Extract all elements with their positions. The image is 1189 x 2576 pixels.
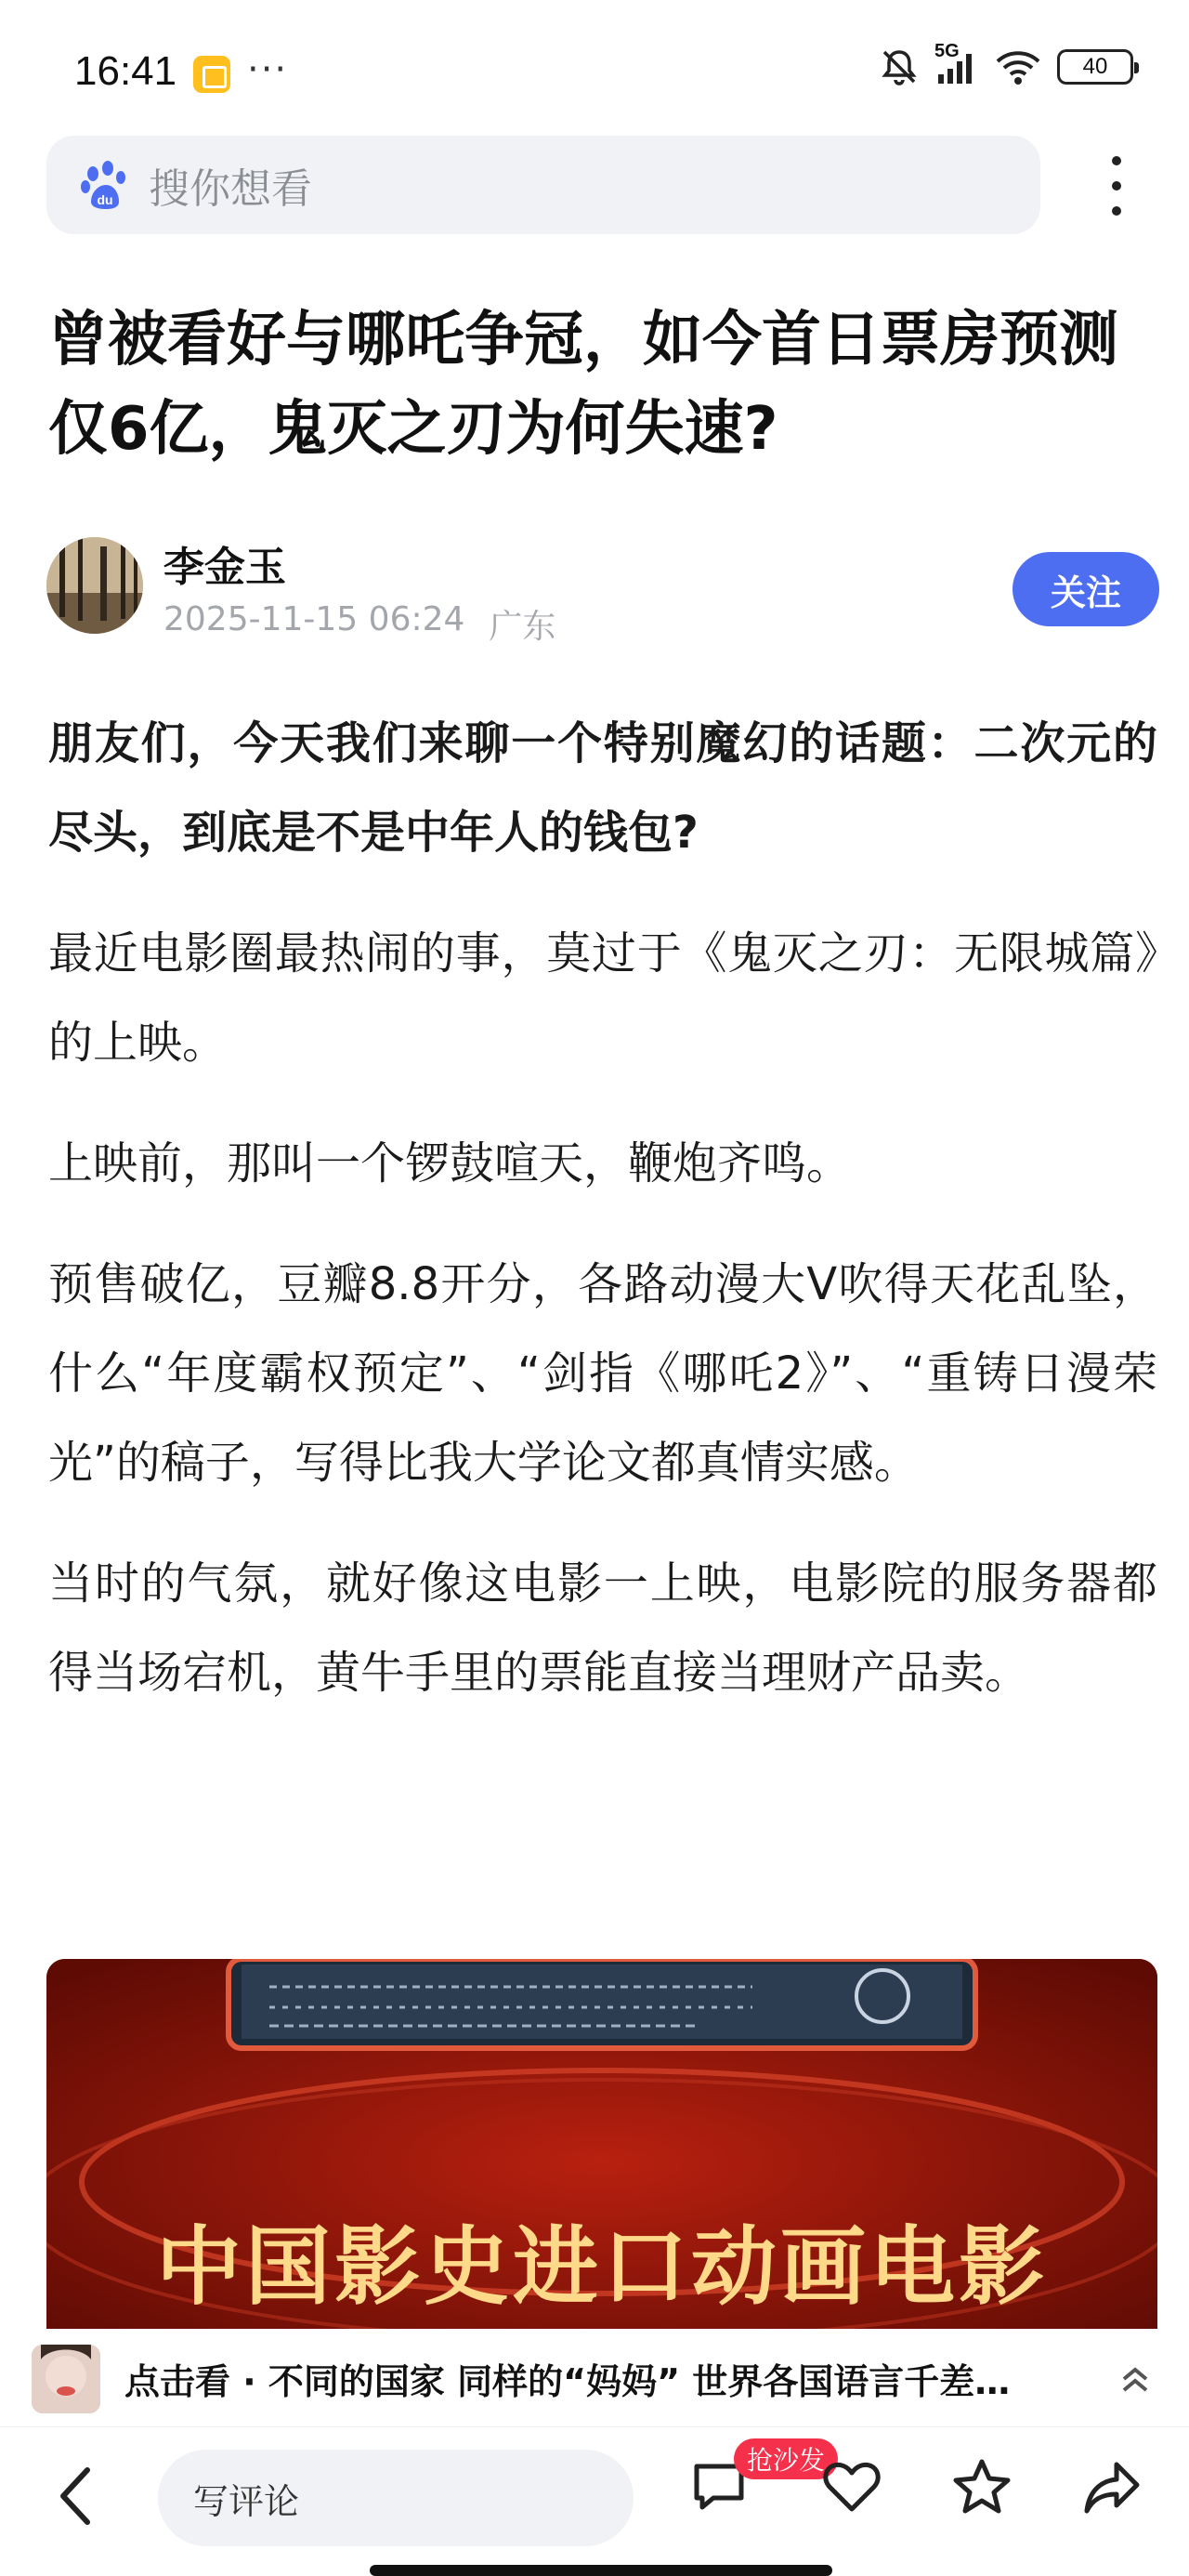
paragraph: 朋友们，今天我们来聊一个特别魔幻的话题：二次元的尽头，到底是不是中年人的钱包?: [48, 717, 1157, 859]
search-placeholder: 搜你想看: [149, 165, 312, 213]
home-indicator[interactable]: [370, 2565, 832, 2576]
menu-dot: [1112, 156, 1121, 165]
recommendation-strip[interactable]: [0, 2331, 1189, 2427]
favorite-star-icon[interactable]: [951, 2457, 1013, 2517]
status-bar: [0, 0, 1189, 139]
mute-bell-icon: [879, 46, 920, 87]
signal-icon: [934, 41, 979, 85]
bottom-toolbar: [0, 2431, 1189, 2576]
more-menu-button[interactable]: [1098, 156, 1135, 216]
paragraph: 上映前，那叫一个锣鼓喧天，鞭炮齐鸣。: [48, 1137, 852, 1189]
recommendation-thumbnail: [32, 2345, 100, 2413]
search-bar[interactable]: [46, 136, 1040, 234]
chevron-up-icon[interactable]: [1118, 2362, 1152, 2396]
wifi-icon: [994, 48, 1042, 85]
paragraph: 预售破亿，豆瓣8.8开分，各路动漫大V吹得天花乱坠，什么“年度霸权预定”、“剑指《哪吒2》”、“重铸日漫荣光”的稿子，写得比我大学论文都真情实感。: [48, 1258, 1157, 1489]
app-notification-icon: [193, 56, 230, 93]
comment-placeholder: 写评论: [193, 2480, 300, 2522]
article-body: [48, 699, 1157, 1749]
status-time: 16:41: [74, 48, 177, 94]
like-heart-icon[interactable]: [821, 2457, 882, 2517]
battery-level: 40: [1082, 54, 1108, 79]
network-label: 5G: [934, 41, 960, 61]
recommendation-text[interactable]: 点击看 · 不同的国家 同样的“妈妈” 世界各国语言千差…: [124, 2361, 1011, 2402]
publish-location: 广东: [489, 608, 556, 646]
publish-date: 2025-11-15 06:24: [163, 600, 465, 638]
image-caption: 中国影史进口动画电影: [155, 2217, 1048, 2317]
author-name[interactable]: 李金玉: [163, 544, 286, 591]
author-avatar[interactable]: [46, 537, 143, 634]
menu-dot: [1112, 206, 1121, 216]
menu-dot: [1112, 181, 1121, 191]
battery-icon: [1057, 49, 1133, 85]
back-arrow-icon[interactable]: [54, 2459, 98, 2533]
share-icon[interactable]: [1081, 2457, 1143, 2517]
paragraph: 最近电影圈最热闹的事，莫过于《鬼灭之刃：无限城篇》的上映。: [48, 927, 1157, 1069]
baidu-logo-text: du: [97, 192, 113, 207]
follow-button[interactable]: 关注: [1013, 552, 1159, 626]
article-image[interactable]: [46, 1959, 1157, 2329]
paragraph: 当时的气氛，就好像这电影一上映，电影院的服务器都得当场宕机，黄牛手里的票能直接当理财产品卖。: [48, 1557, 1157, 1699]
sofa-badge: 抢沙发: [734, 2438, 838, 2479]
article-title: 曾被看好与哪吒争冠，如今首日票房预测仅6亿，鬼灭之刃为何失速?: [48, 306, 1118, 464]
author-meta: [163, 600, 555, 648]
status-right-group: [879, 41, 1133, 87]
baidu-paw-icon: [78, 159, 130, 211]
comment-input[interactable]: [158, 2450, 634, 2546]
more-dots-icon: ···: [247, 48, 289, 91]
